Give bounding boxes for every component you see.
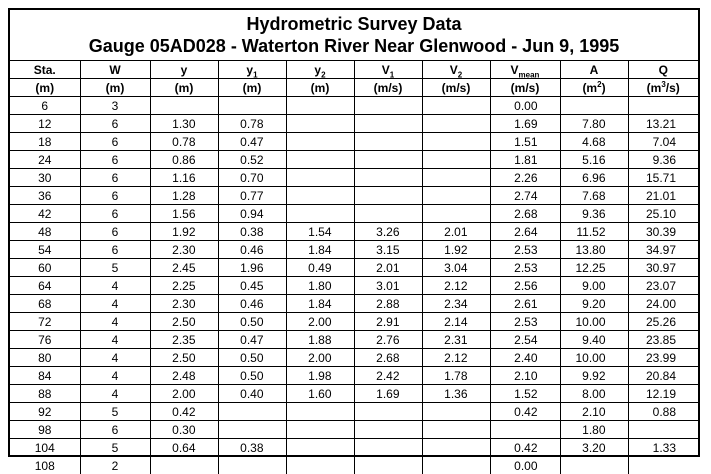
header-sta: Sta. [10,61,80,79]
cell-w: 4 [80,331,150,349]
cell-y [150,97,218,115]
cell-y: 0.78 [150,133,218,151]
cell-y1: 0.94 [218,205,286,223]
cell-y1: 0.52 [218,151,286,169]
cell-q: 23.99 [628,349,698,367]
cell-q: 13.21 [628,115,698,133]
header-v2-sub: 2 [458,70,462,79]
cell-a: 13.80 [560,241,628,259]
cell-a: 9.36 [560,205,628,223]
table-row [10,187,698,205]
header-y1 [218,61,286,79]
cell-y1: 0.46 [218,295,286,313]
cell-v1: 2.88 [354,295,422,313]
cell-q: 9.36 [628,151,698,169]
cell-y1: 0.50 [218,313,286,331]
cell-a: 7.68 [560,187,628,205]
cell-w: 4 [80,367,150,385]
header-v1 [354,61,422,79]
unit-q-sup: 3 [661,80,665,89]
cell-sta: 88 [10,385,80,403]
table-row [10,457,698,474]
cell-y: 0.42 [150,403,218,421]
cell-vmean: 1.51 [490,133,560,151]
cell-v1: 2.68 [354,349,422,367]
cell-y1 [218,421,286,439]
cell-w: 3 [80,97,150,115]
cell-vmean: 2.53 [490,241,560,259]
table-row [10,385,698,403]
header-v1-sub: 1 [390,70,394,79]
unit-sta: (m) [10,79,80,97]
cell-w: 4 [80,349,150,367]
cell-y2 [286,457,354,474]
cell-sta: 54 [10,241,80,259]
unit-a [560,79,628,97]
table-body [10,97,698,474]
table-row [10,439,698,457]
cell-sta: 12 [10,115,80,133]
cell-y1: 0.40 [218,385,286,403]
cell-a: 9.20 [560,295,628,313]
cell-sta: 68 [10,295,80,313]
cell-y1: 1.96 [218,259,286,277]
table-row [10,169,698,187]
cell-q: 23.07 [628,277,698,295]
cell-v1 [354,403,422,421]
cell-y1 [218,457,286,474]
cell-vmean: 0.00 [490,97,560,115]
cell-y1: 0.38 [218,223,286,241]
cell-v1 [354,205,422,223]
cell-v1: 2.91 [354,313,422,331]
unit-q [628,79,698,97]
cell-w: 4 [80,295,150,313]
header-a: A [560,61,628,79]
cell-vmean: 2.53 [490,313,560,331]
cell-y: 1.28 [150,187,218,205]
cell-q: 30.39 [628,223,698,241]
table-row [10,151,698,169]
cell-v1 [354,133,422,151]
cell-v2 [422,187,490,205]
cell-a: 6.96 [560,169,628,187]
unit-vmean: (m/s) [490,79,560,97]
cell-v1: 2.01 [354,259,422,277]
cell-q: 1.33 [628,439,698,457]
cell-v1 [354,457,422,474]
cell-q [628,421,698,439]
table-row [10,133,698,151]
cell-w: 5 [80,439,150,457]
table-row [10,115,698,133]
cell-sta: 60 [10,259,80,277]
cell-y2 [286,187,354,205]
unit-y2: (m) [286,79,354,97]
cell-vmean: 2.68 [490,205,560,223]
cell-vmean: 2.40 [490,349,560,367]
cell-y2: 1.54 [286,223,354,241]
cell-v2 [422,115,490,133]
cell-y2 [286,403,354,421]
cell-vmean: 1.52 [490,385,560,403]
header-v1-base: V [382,63,390,77]
cell-y2: 2.00 [286,349,354,367]
cell-v2: 2.31 [422,331,490,349]
table-row [10,367,698,385]
cell-w: 6 [80,187,150,205]
cell-q: 34.97 [628,241,698,259]
cell-v1 [354,169,422,187]
cell-y1: 0.50 [218,349,286,367]
cell-w: 6 [80,421,150,439]
table-row [10,313,698,331]
cell-y [150,457,218,474]
cell-v2 [422,151,490,169]
cell-y: 1.56 [150,205,218,223]
cell-y1: 0.50 [218,367,286,385]
cell-a: 9.40 [560,331,628,349]
cell-y2: 2.00 [286,313,354,331]
header-row [10,61,698,79]
cell-q: 15.71 [628,169,698,187]
cell-vmean: 1.69 [490,115,560,133]
cell-y1: 0.47 [218,331,286,349]
unit-q-pre: (m [647,81,662,95]
cell-sta: 108 [10,457,80,474]
cell-y: 2.35 [150,331,218,349]
cell-y2: 1.80 [286,277,354,295]
header-vmean [490,61,560,79]
cell-a: 10.00 [560,349,628,367]
cell-a: 5.16 [560,151,628,169]
cell-q [628,457,698,474]
cell-v1 [354,97,422,115]
cell-v2 [422,439,490,457]
cell-v2: 2.14 [422,313,490,331]
cell-v1 [354,187,422,205]
cell-y: 2.30 [150,241,218,259]
cell-q: 25.10 [628,205,698,223]
cell-w: 5 [80,403,150,421]
unit-y: (m) [150,79,218,97]
cell-v1: 3.26 [354,223,422,241]
cell-w: 6 [80,151,150,169]
cell-a: 11.52 [560,223,628,241]
cell-q: 24.00 [628,295,698,313]
page-subtitle: Gauge 05AD028 - Waterton River Near Glenwood - Jun 9, 1995 [10,35,698,57]
cell-y2: 1.98 [286,367,354,385]
cell-y2: 1.60 [286,385,354,403]
cell-vmean: 0.00 [490,457,560,474]
cell-a: 10.00 [560,313,628,331]
cell-sta: 6 [10,97,80,115]
cell-q: 7.04 [628,133,698,151]
cell-y2 [286,151,354,169]
cell-y1 [218,97,286,115]
cell-vmean: 2.53 [490,259,560,277]
cell-w: 6 [80,223,150,241]
table-row [10,97,698,115]
cell-vmean: 0.42 [490,403,560,421]
cell-y: 2.50 [150,349,218,367]
table-row [10,403,698,421]
cell-a: 1.80 [560,421,628,439]
table-row [10,277,698,295]
survey-data-table [10,61,698,474]
cell-a: 9.00 [560,277,628,295]
cell-y: 1.92 [150,223,218,241]
header-y2 [286,61,354,79]
cell-w: 6 [80,169,150,187]
cell-w: 5 [80,259,150,277]
cell-v2: 1.36 [422,385,490,403]
cell-w: 4 [80,313,150,331]
cell-y: 2.45 [150,259,218,277]
cell-v2 [422,457,490,474]
cell-q: 12.19 [628,385,698,403]
cell-vmean: 2.74 [490,187,560,205]
cell-sta: 98 [10,421,80,439]
cell-vmean: 2.26 [490,169,560,187]
cell-vmean: 2.64 [490,223,560,241]
cell-v2: 2.34 [422,295,490,313]
cell-y: 0.30 [150,421,218,439]
cell-w: 6 [80,133,150,151]
cell-v1: 2.42 [354,367,422,385]
cell-q: 25.26 [628,313,698,331]
cell-q: 23.85 [628,331,698,349]
cell-y: 2.00 [150,385,218,403]
cell-a: 3.20 [560,439,628,457]
header-y2-base: y [314,63,321,77]
cell-v2 [422,421,490,439]
cell-a: 12.25 [560,259,628,277]
cell-y: 0.64 [150,439,218,457]
cell-y: 1.30 [150,115,218,133]
cell-y: 2.50 [150,313,218,331]
cell-w: 4 [80,277,150,295]
cell-y2: 1.88 [286,331,354,349]
cell-y2 [286,115,354,133]
header-y2-sub: 2 [321,70,325,79]
cell-y: 2.30 [150,295,218,313]
cell-v2 [422,97,490,115]
cell-y2 [286,205,354,223]
cell-vmean: 0.42 [490,439,560,457]
cell-w: 2 [80,457,150,474]
header-w: W [80,61,150,79]
cell-a: 7.80 [560,115,628,133]
table-row [10,331,698,349]
cell-a: 8.00 [560,385,628,403]
cell-vmean: 2.10 [490,367,560,385]
cell-sta: 72 [10,313,80,331]
units-row [10,79,698,97]
cell-w: 4 [80,385,150,403]
cell-v2: 1.78 [422,367,490,385]
cell-w: 6 [80,115,150,133]
cell-sta: 24 [10,151,80,169]
cell-v1: 2.76 [354,331,422,349]
cell-v1: 3.15 [354,241,422,259]
cell-v1: 3.01 [354,277,422,295]
cell-y: 2.25 [150,277,218,295]
unit-y1: (m) [218,79,286,97]
unit-a-sup: 2 [597,80,601,89]
title-block [10,10,698,61]
cell-v1 [354,151,422,169]
cell-a: 4.68 [560,133,628,151]
cell-sta: 42 [10,205,80,223]
cell-vmean: 1.81 [490,151,560,169]
cell-y2: 1.84 [286,295,354,313]
header-y1-sub: 1 [253,70,257,79]
cell-v1: 1.69 [354,385,422,403]
cell-vmean: 2.61 [490,295,560,313]
cell-y1: 0.46 [218,241,286,259]
survey-table-frame [8,8,700,457]
table-row [10,295,698,313]
cell-y: 0.86 [150,151,218,169]
cell-sta: 84 [10,367,80,385]
cell-w: 6 [80,205,150,223]
cell-v1 [354,439,422,457]
cell-sta: 30 [10,169,80,187]
cell-sta: 18 [10,133,80,151]
cell-sta: 48 [10,223,80,241]
cell-q: 30.97 [628,259,698,277]
cell-q: 21.01 [628,187,698,205]
cell-y1 [218,403,286,421]
cell-sta: 36 [10,187,80,205]
table-row [10,421,698,439]
cell-q [628,97,698,115]
cell-y1: 0.45 [218,277,286,295]
table-row [10,259,698,277]
header-q: Q [628,61,698,79]
cell-q: 0.88 [628,403,698,421]
cell-y2 [286,97,354,115]
cell-v2 [422,169,490,187]
cell-vmean [490,421,560,439]
cell-v2: 1.92 [422,241,490,259]
cell-vmean: 2.56 [490,277,560,295]
cell-y1: 0.78 [218,115,286,133]
cell-v2: 2.12 [422,349,490,367]
table-row [10,241,698,259]
cell-y1: 0.47 [218,133,286,151]
cell-y2: 0.49 [286,259,354,277]
cell-w: 6 [80,241,150,259]
cell-a [560,97,628,115]
unit-v1: (m/s) [354,79,422,97]
cell-v2: 2.12 [422,277,490,295]
cell-sta: 104 [10,439,80,457]
cell-a: 2.10 [560,403,628,421]
cell-y2 [286,133,354,151]
unit-w: (m) [80,79,150,97]
cell-v1 [354,115,422,133]
cell-q: 20.84 [628,367,698,385]
cell-y2 [286,439,354,457]
cell-y2: 1.84 [286,241,354,259]
header-vmean-sub: mean [519,70,540,79]
cell-sta: 80 [10,349,80,367]
unit-v2: (m/s) [422,79,490,97]
cell-y1: 0.38 [218,439,286,457]
cell-v2: 2.01 [422,223,490,241]
cell-v1 [354,421,422,439]
cell-a: 9.92 [560,367,628,385]
cell-y: 1.16 [150,169,218,187]
header-v2-base: V [450,63,458,77]
cell-sta: 76 [10,331,80,349]
unit-a-pre: (m [582,81,597,95]
header-vmean-base: V [511,63,519,77]
cell-v2: 3.04 [422,259,490,277]
table-row [10,349,698,367]
cell-sta: 92 [10,403,80,421]
table-row [10,223,698,241]
header-v2 [422,61,490,79]
header-y: y [150,61,218,79]
header-y1-base: y [246,63,253,77]
page-title: Hydrometric Survey Data [10,10,698,35]
cell-a [560,457,628,474]
unit-q-post: /s) [666,81,680,95]
table-row [10,205,698,223]
cell-y1: 0.77 [218,187,286,205]
unit-a-post: ) [602,81,606,95]
cell-y1: 0.70 [218,169,286,187]
cell-y: 2.48 [150,367,218,385]
cell-sta: 64 [10,277,80,295]
cell-y2 [286,169,354,187]
cell-v2 [422,133,490,151]
cell-v2 [422,205,490,223]
cell-vmean: 2.54 [490,331,560,349]
cell-y2 [286,421,354,439]
cell-v2 [422,403,490,421]
